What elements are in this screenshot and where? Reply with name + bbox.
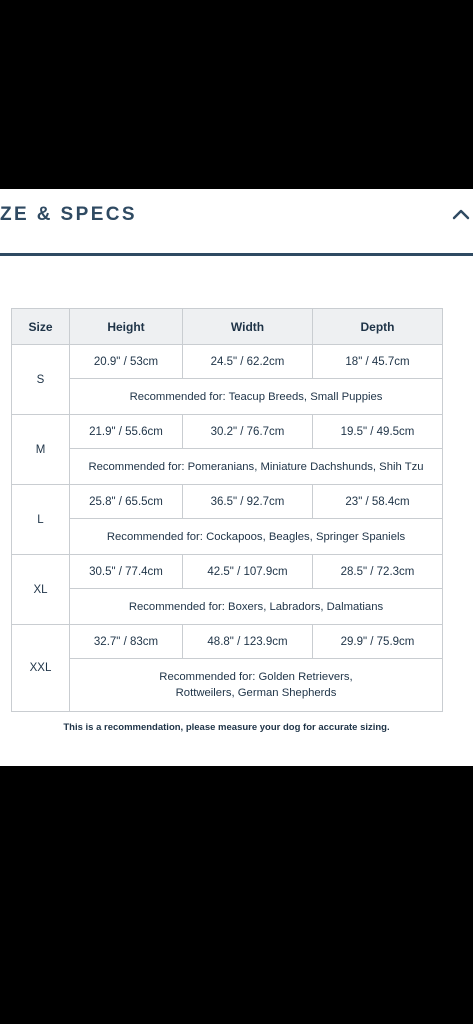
width-cell: 42.5" / 107.9cm: [183, 555, 313, 589]
size-cell: XL: [12, 555, 70, 625]
table-row: [12, 449, 443, 485]
width-cell: 36.5" / 92.7cm: [183, 485, 313, 519]
section-title: ZE & SPECS: [0, 204, 137, 225]
table-row: [12, 555, 443, 589]
recommendation-text: Recommended for: Golden Retrievers, Rottweilers, German Shepherds: [159, 671, 353, 699]
column-header-height: Height: [70, 309, 183, 345]
width-cell: 30.2" / 76.7cm: [183, 415, 313, 449]
column-header-size: Size: [12, 309, 70, 345]
recommendation-cell: Recommended for: Cockapoos, Beagles, Springer Spaniels: [70, 519, 443, 555]
table-header-row: [12, 309, 443, 345]
recommendation-cell: [70, 659, 443, 712]
height-cell: 30.5" / 77.4cm: [70, 555, 183, 589]
size-chart-table: [11, 308, 443, 712]
size-specs-panel: [0, 189, 473, 766]
header-divider: [0, 253, 473, 256]
table-row: [12, 625, 443, 659]
accordion-header[interactable]: [0, 189, 473, 239]
height-cell: 21.9" / 55.6cm: [70, 415, 183, 449]
height-cell: 32.7" / 83cm: [70, 625, 183, 659]
width-cell: 24.5" / 62.2cm: [183, 345, 313, 379]
table-row: [12, 345, 443, 379]
depth-cell: 18" / 45.7cm: [313, 345, 443, 379]
table-row: [12, 589, 443, 625]
width-cell: 48.8" / 123.9cm: [183, 625, 313, 659]
table-row: [12, 659, 443, 712]
column-header-width: Width: [183, 309, 313, 345]
size-cell: L: [12, 485, 70, 555]
depth-cell: 29.9" / 75.9cm: [313, 625, 443, 659]
depth-cell: 28.5" / 72.3cm: [313, 555, 443, 589]
table-row: [12, 379, 443, 415]
recommendation-cell: Recommended for: Boxers, Labradors, Dalmatians: [70, 589, 443, 625]
size-cell: M: [12, 415, 70, 485]
sizing-note: This is a recommendation, please measure your dog for accurate sizing.: [63, 722, 390, 733]
table-row: [12, 519, 443, 555]
table-row: [12, 415, 443, 449]
size-cell: XXL: [12, 625, 70, 712]
recommendation-cell: Recommended for: Pomeranians, Miniature Dachshunds, Shih Tzu: [70, 449, 443, 485]
recommendation-cell: Recommended for: Teacup Breeds, Small Puppies: [70, 379, 443, 415]
height-cell: 20.9" / 53cm: [70, 345, 183, 379]
column-header-depth: Depth: [313, 309, 443, 345]
table-row: [12, 485, 443, 519]
depth-cell: 23" / 58.4cm: [313, 485, 443, 519]
size-cell: S: [12, 345, 70, 415]
depth-cell: 19.5" / 49.5cm: [313, 415, 443, 449]
height-cell: 25.8" / 65.5cm: [70, 485, 183, 519]
chevron-up-icon[interactable]: [449, 202, 473, 226]
